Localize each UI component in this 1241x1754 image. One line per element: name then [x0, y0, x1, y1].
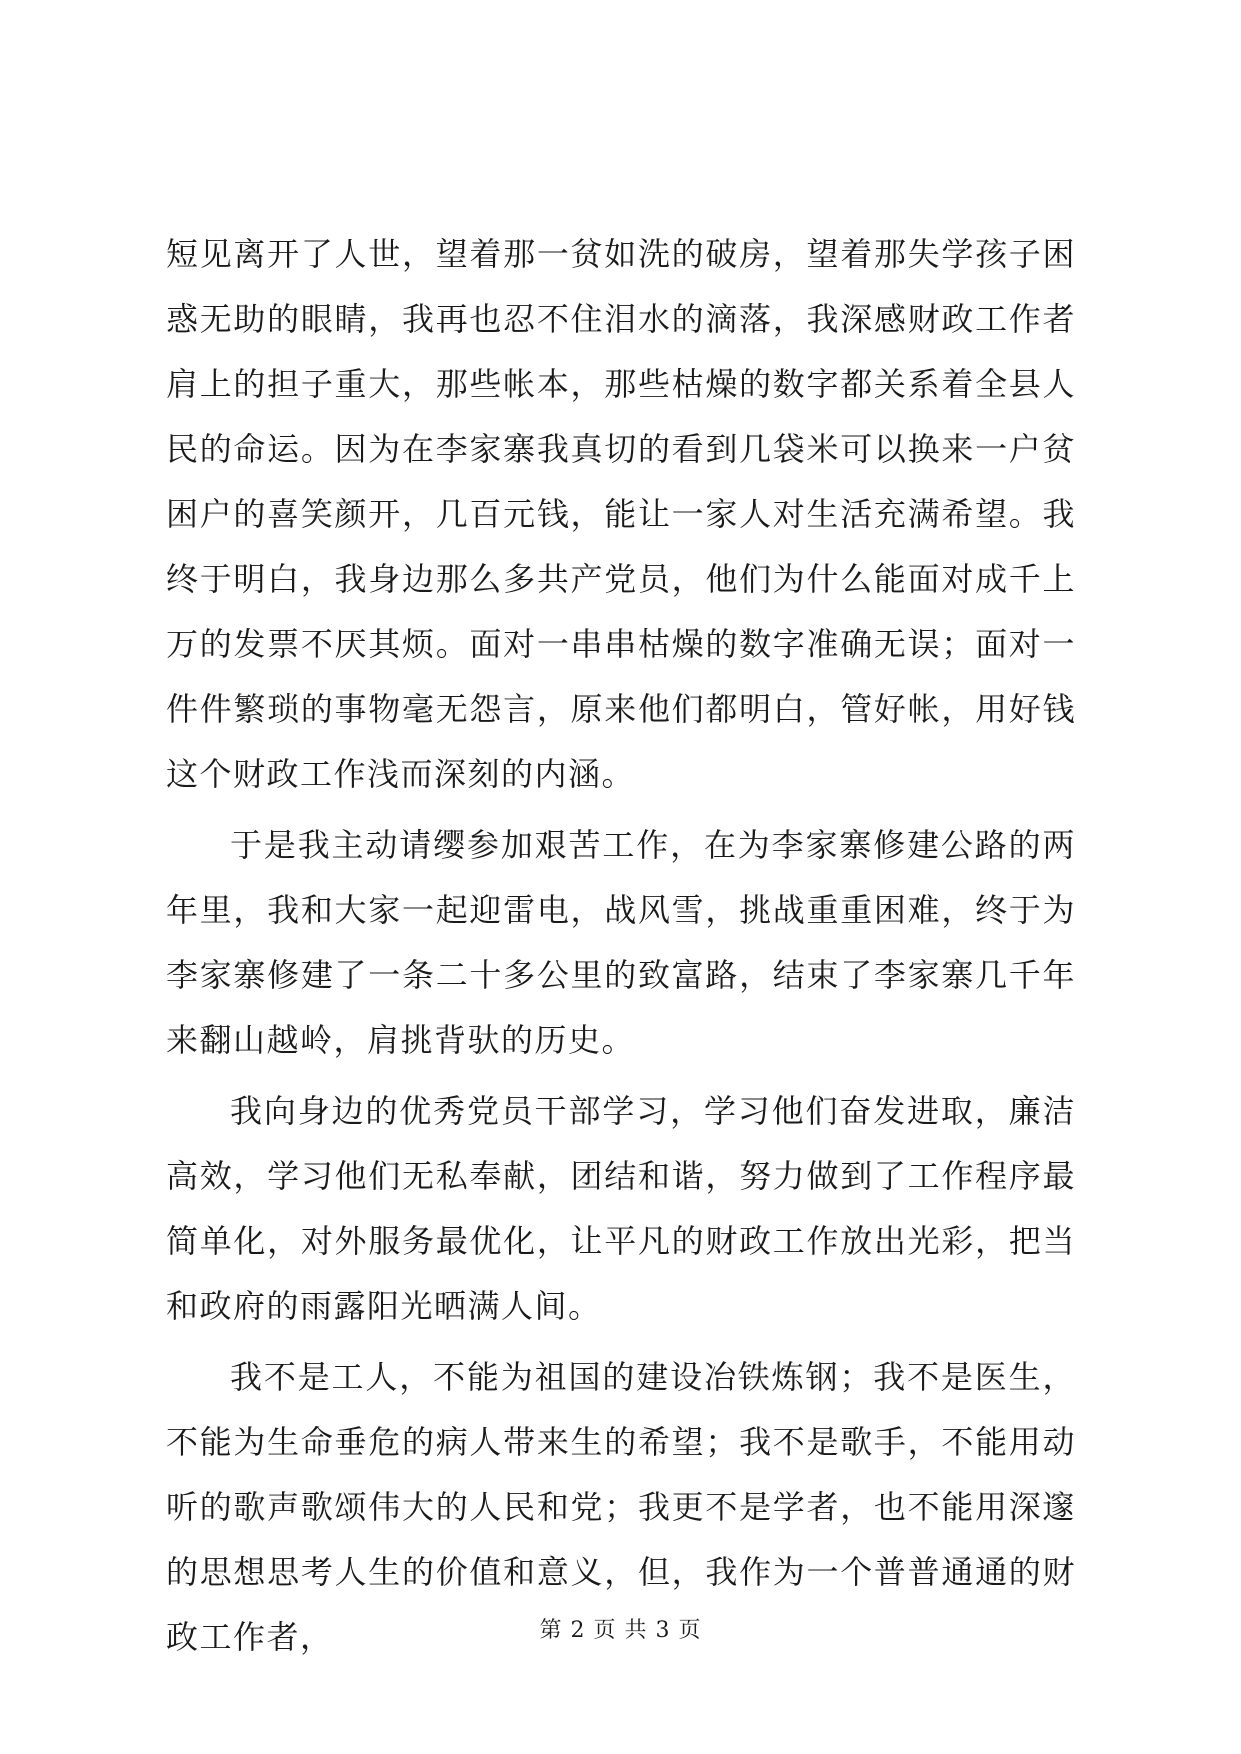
- document-body: [166, 222, 1076, 1676]
- paragraph-2: 于是我主动请缨参加艰苦工作，在为李家寨修建公路的两年里，我和大家一起迎雷电，战风雪，挑战重重困难，终于为李家寨修建了一条二十多公里的致富路，结束了李家寨几千年来翻山越岭，肩挑背驮的历史。: [166, 826, 1076, 1059]
- page-footer: 第 2 页 共 3 页: [539, 1618, 702, 1643]
- paragraph-1: 短见离开了人世，望着那一贫如洗的破房，望着那失学孩子困惑无助的眼睛，我再也忍不住泪水的滴落，我深感财政工作者肩上的担子重大，那些帐本，那些枯燥的数字都关系着全县人民的命运。因为在李家寨我真切的看到几袋米可以换来一户贫困户的喜笑颜开，几百元钱，能让一家人对生活充满希望。我终于明白，我身边那么多共产党员，他们为什么能面对成千上万的发票不厌其烦。面对一串串枯燥的数字准确无误；面对一件件繁琐的事物毫无怨言，原来他们都明白，管好帐，用好钱这个财政工作浅而深刻的内涵。: [166, 235, 1076, 793]
- paragraph-4: 我不是工人，不能为祖国的建设冶铁炼钢；我不是医生，不能为生命垂危的病人带来生的希望；我不是歌手，不能用动听的歌声歌颂伟大的人民和党；我更不是学者，也不能用深邃的思想思考人生的价值和意义，但，我作为一个普普通通的财政工作者，: [166, 1358, 1076, 1656]
- paragraph-3: 我向身边的优秀党员干部学习，学习他们奋发进取，廉洁高效，学习他们无私奉献，团结和谐，努力做到了工作程序最简单化，对外服务最优化，让平凡的财政工作放出光彩，把当和政府的雨露阳光晒满人间。: [166, 1092, 1076, 1325]
